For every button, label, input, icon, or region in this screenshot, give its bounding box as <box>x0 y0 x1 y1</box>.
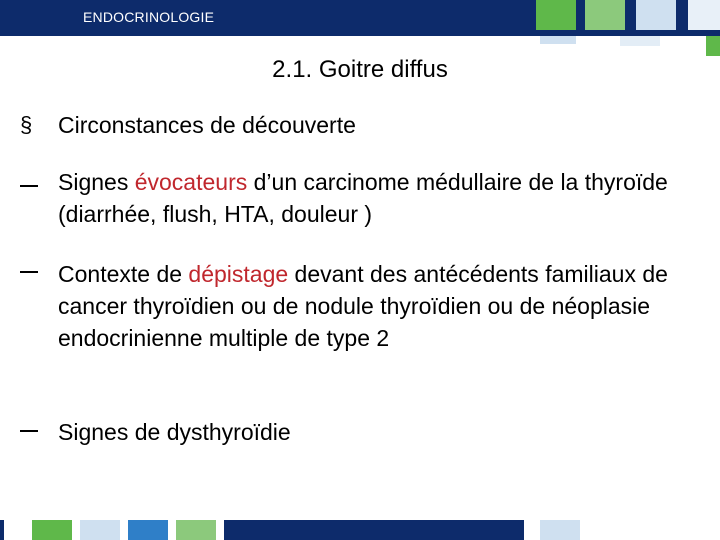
slide-title: 2.1. Goitre diffus <box>272 56 448 83</box>
item-text: Contexte de <box>58 261 189 287</box>
dash-bullet-icon <box>20 271 38 273</box>
list-item <box>58 258 688 354</box>
list-item <box>58 416 698 448</box>
highlight-text: dépistage <box>188 261 289 287</box>
dash-bullet-icon <box>20 430 38 432</box>
section-label: ENDOCRINOLOGIE <box>83 9 215 25</box>
highlight-text: évocateurs <box>134 169 248 195</box>
item-text: Signes de dysthyroïdie <box>58 419 291 445</box>
dash-bullet-icon <box>20 185 38 187</box>
item-text: d’un carcinome médullaire de la thyroïde (diarrhée, flush, HTA, douleur ) <box>58 169 668 227</box>
item-text: devant des antécédents familiaux de cancer thyroïdien ou de nodule thyroïdien ou de néoplasie endocrinienne multiple de type 2 <box>58 261 668 351</box>
item-text: Signes <box>58 169 135 195</box>
square-bullet-icon: § <box>20 112 33 137</box>
heading-bullet-text: Circonstances de découverte <box>58 112 356 138</box>
footer-decoration <box>0 520 720 540</box>
list-item <box>58 166 698 230</box>
